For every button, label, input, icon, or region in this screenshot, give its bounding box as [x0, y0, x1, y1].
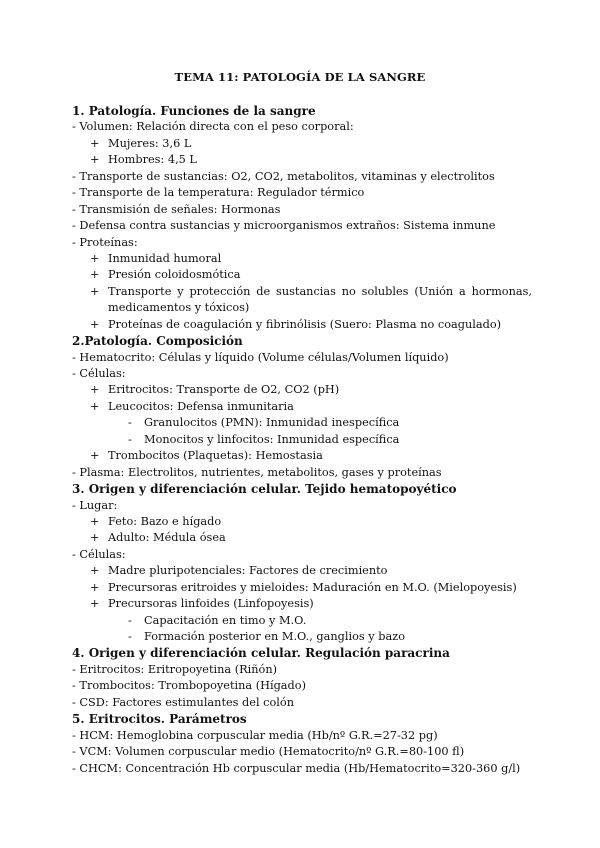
list-item: - Hematocrito: Células y líquido (Volume células/Volumen líquido): [72, 350, 449, 364]
list-item: - Transporte de sustancias: O2, CO2, metabolitos, vitaminas y electrolitos: [72, 169, 495, 183]
list-item: + Inmunidad humoral: [72, 251, 532, 267]
section-heading: 3. Origen y diferenciación celular. Tejido hematopoyético: [72, 482, 457, 497]
list-item: + Mujeres: 3,6 L: [72, 136, 532, 152]
list-item: + Adulto: Médula ósea: [72, 530, 532, 546]
list-item: - Transporte de la temperatura: Regulador térmico: [72, 186, 365, 200]
list-item: + Eritrocitos: Transporte de O2, CO2 (pH): [72, 382, 532, 398]
list-item: - Volumen: Relación directa con el peso corporal:: [72, 120, 354, 134]
list-item: - Proteínas:: [72, 235, 138, 249]
list-item: + Hombres: 4,5 L: [72, 152, 532, 168]
list-item: - Transmisión de señales: Hormonas: [72, 202, 281, 216]
list-item: - Eritrocitos: Eritropoyetina (Riñón): [72, 662, 278, 676]
list-item: - Trombocitos: Trombopoyetina (Hígado): [72, 679, 306, 693]
list-item: + Presión coloidosmótica: [72, 267, 532, 283]
list-item: - Formación posterior en M.O., ganglios y bazo: [72, 629, 532, 645]
section-heading: 2.Patología. Composición: [72, 334, 243, 349]
list-item: + Transporte y protección de sustancias no solubles (Unión a hormonas, medicamentos y tóxicos): [72, 284, 532, 317]
list-item: - Células:: [72, 367, 126, 381]
list-item: - Monocitos y linfocitos: Inmunidad específica: [72, 432, 532, 448]
list-item: - CHCM: Concentración Hb corpuscular media (Hb/Hematocrito=320-360 g/l): [72, 761, 521, 775]
list-item: + Trombocitos (Plaquetas): Hemostasia: [72, 448, 532, 464]
section-heading: 5. Eritrocitos. Parámetros: [72, 712, 247, 727]
list-item: + Precursoras eritroides y mieloides: Maduración en M.O. (Mielopoyesis): [72, 580, 532, 596]
list-item: - Granulocitos (PMN): Inmunidad inespecífica: [72, 415, 532, 431]
list-item: + Madre pluripotenciales: Factores de crecimiento: [72, 563, 532, 579]
list-item: - Capacitación en timo y M.O.: [72, 613, 532, 629]
list-item: - HCM: Hemoglobina corpuscular media (Hb/nº G.R.=27-32 pg): [72, 728, 438, 742]
list-item: - CSD: Factores estimulantes del colón: [72, 695, 294, 709]
list-item: - Lugar:: [72, 498, 118, 512]
list-item: - Células:: [72, 547, 126, 561]
list-item: + Precursoras linfoides (Linfopoyesis): [72, 596, 532, 612]
list-item: + Proteínas de coagulación y fibrinólisis (Suero: Plasma no coagulado): [72, 317, 532, 333]
list-item: - Plasma: Electrolitos, nutrientes, metabolitos, gases y proteínas: [72, 465, 442, 479]
section-heading: 1. Patología. Funciones de la sangre: [72, 104, 316, 118]
list-item: + Feto: Bazo e hígado: [72, 514, 532, 530]
list-item: - Defensa contra sustancias y microorganismos extraños: Sistema inmune: [72, 219, 496, 233]
document-body: [72, 103, 532, 777]
list-item: + Leucocitos: Defensa inmunitaria: [72, 399, 532, 415]
list-item: - VCM: Volumen corpuscular medio (Hematocrito/nº G.R.=80-100 fl): [72, 745, 465, 759]
section-heading: 4. Origen y diferenciación celular. Regulación paracrina: [72, 646, 450, 661]
page-title: TEMA 11: PATOLOGÍA DE LA SANGRE: [174, 70, 426, 84]
